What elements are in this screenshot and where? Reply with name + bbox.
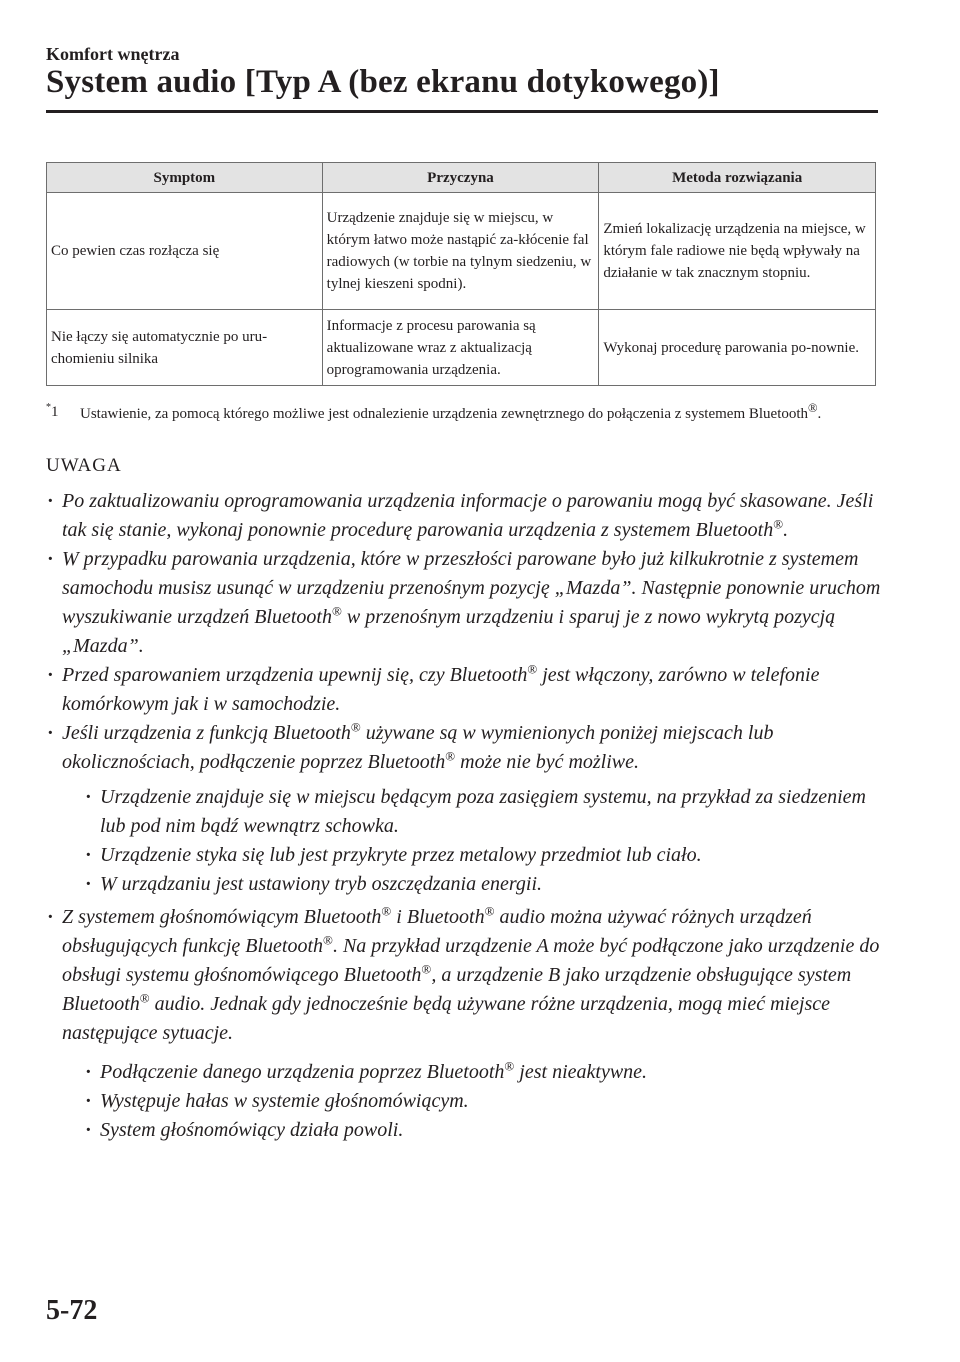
page-number: 5-72 <box>46 1295 98 1326</box>
symptom-cell: Co pewien czas rozłącza się <box>47 193 323 310</box>
note-sublist <box>62 1058 882 1145</box>
sub-item: · System głośnomówiący działa powoli. <box>84 1116 882 1145</box>
title-rule <box>46 110 878 113</box>
table-row <box>47 193 876 310</box>
table-header-row <box>47 163 876 193</box>
note-heading: UWAGA <box>46 455 122 476</box>
sub-item: · W urządzaniu jest ustawiony tryb oszczędzania energii. <box>84 870 882 899</box>
cause-cell: Informacje z procesu parowania są aktualizowane wraz z aktualizacją oprogramowania urządzenia. <box>322 310 599 386</box>
note-item: · Po zaktualizowaniu oprogramowania urządzenia informacje o parowaniu mogą być skasowane. Jeśli tak się stanie, wykonaj ponownie procedurę parowania urządzenia z systemem Bluetooth®. <box>46 487 882 545</box>
page-title: System audio [Typ A (bez ekranu dotykowego)] <box>46 64 720 100</box>
section-label: Komfort wnętrza <box>46 44 180 64</box>
footnote-text: Ustawienie, za pomocą którego możliwe jest odnalezienie urządzenia zewnętrznego do połączenia z systemem Bluetooth®. <box>80 401 822 422</box>
sub-item: · Podłączenie danego urządzenia poprzez Bluetooth® jest nieaktywne. <box>84 1058 882 1087</box>
column-header-cause: Przyczyna <box>322 163 599 193</box>
sub-item: · Urządzenie styka się lub jest przykryte przez metalowy przedmiot lub ciało. <box>84 841 882 870</box>
solution-cell: Zmień lokalizację urządzenia na miejsce, w którym fale radiowe nie będą wpływały na działanie w tak znacznym stopniu. <box>599 193 876 310</box>
footnote-marker: *1 <box>46 402 59 420</box>
cause-cell: Urządzenie znajduje się w miejscu, w którym łatwo może nastąpić za-kłócenie fal radiowych (w torbie na tylnym siedzeniu, w tylnej kieszeni spodni). <box>322 193 599 310</box>
footnote <box>46 396 882 426</box>
column-header-solution: Metoda rozwiązania <box>599 163 876 193</box>
note-item: · Z systemem głośnomówiącym Bluetooth® i Bluetooth® audio można używać różnych urządzeń obsługujących funkcję Bluetooth®. Na przykład urządzenie A może być podłączone jako urządzenie do obsługi systemu głośnomówiącego Bluetooth®, a urządzenie B jako urządzenie obsługujące system Bluetooth® audio. Jednak gdy jednocześnie będą używane różne urządzenia, mogą mieć miejsce następujące sytuacje. · Podłączenie danego urządzenia poprzez Bluetooth® jest nieaktywne. · Występuje hałas w systemie głośnomówiącym. · System głośnomówiący działa powoli. <box>46 903 882 1145</box>
column-header-symptom: Symptom <box>47 163 323 193</box>
symptom-cell: Nie łączy się automatycznie po uru-chomieniu silnika <box>47 310 323 386</box>
solution-cell: Wykonaj procedurę parowania po-nownie. <box>599 310 876 386</box>
note-item: · Jeśli urządzenia z funkcją Bluetooth® używane są w wymienionych poniżej miejscach lub okolicznościach, podłączenie poprzez Bluetooth® może nie być możliwe. · Urządzenie znajduje się w miejscu będącym poza zasięgiem systemu, na przykład za siedzeniem lub pod nim bądź wewnątrz schowka. · Urządzenie styka się lub jest przykryte przez metalowy przedmiot lub ciało. · W urządzaniu jest ustawiony tryb oszczędzania energii. <box>46 719 882 899</box>
note-item: · W przypadku parowania urządzenia, które w przeszłości parowane było już kilkukrotnie z systemem samochodu musisz usunąć w urządzeniu przenośnym pozycję „Mazda”. Następnie ponownie uruchom wyszukiwanie urządzeń Bluetooth® w przenośnym urządzeniu i sparuj je z nowo wykrytą pozycją „Mazda”. <box>46 545 882 661</box>
note-list <box>46 487 882 1149</box>
troubleshooting-table <box>46 162 876 386</box>
sub-item: · Urządzenie znajduje się w miejscu będącym poza zasięgiem systemu, na przykład za siedzeniem lub pod nim bądź wewnątrz schowka. <box>84 783 882 841</box>
note-sublist <box>62 783 882 899</box>
note-item: · Przed sparowaniem urządzenia upewnij się, czy Bluetooth® jest włączony, zarówno w telefonie komórkowym jak i w samochodzie. <box>46 661 882 719</box>
table-row <box>47 310 876 386</box>
sub-item: · Występuje hałas w systemie głośnomówiącym. <box>84 1087 882 1116</box>
